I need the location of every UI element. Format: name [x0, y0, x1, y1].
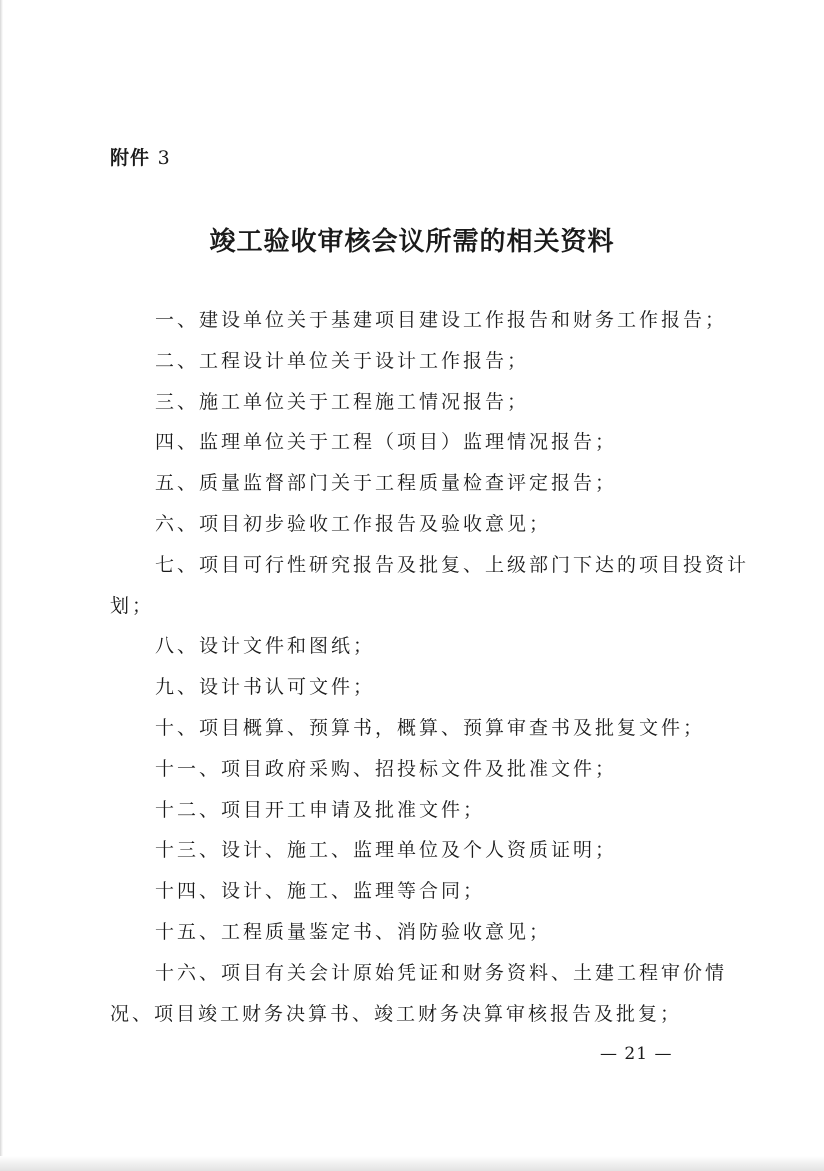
list-item-text: 二、工程设计单位关于设计工作报告；	[155, 349, 530, 372]
list-item-text: 十六、项目有关会计原始凭证和财务资料、土建工程审价情	[155, 961, 728, 984]
list-item-text: 十四、设计、施工、监理等合同；	[155, 880, 486, 903]
list-item-text: 一、建设单位关于基建项目建设工作报告和财务工作报告；	[155, 309, 728, 331]
list-item-text: 十三、设计、施工、监理单位及个人资质证明；	[155, 839, 618, 862]
list-item	[110, 463, 722, 504]
list-item-continuation: 划；	[110, 594, 155, 617]
attachment-label-text: 附件	[110, 147, 151, 169]
list-item	[110, 545, 750, 627]
list-item-text: 十、项目概算、预算书，概算、预算审查书及批复文件；	[155, 716, 706, 739]
list-item	[110, 626, 722, 667]
list-item-text: 八、设计文件和图纸；	[155, 635, 376, 658]
requirements-list	[110, 300, 750, 1034]
list-item-text: 六、项目初步验收工作报告及验收意见；	[155, 512, 552, 535]
list-item-text: 三、施工单位关于工程施工情况报告；	[155, 390, 530, 413]
list-item	[110, 341, 722, 382]
list-item-text: 十二、项目开工申请及批准文件；	[155, 798, 486, 821]
list-item-text: 十一、项目政府采购、招投标文件及批准文件；	[155, 757, 618, 780]
page-number: — 21 —	[600, 1044, 673, 1064]
list-item	[110, 871, 722, 912]
list-item	[110, 749, 722, 790]
page-edge-shadow	[0, 0, 3, 1171]
list-item-text: 九、设计书认可文件；	[155, 676, 376, 699]
page-bottom-shadow	[0, 1156, 824, 1171]
list-item	[110, 953, 728, 1035]
attachment-label	[110, 144, 171, 172]
list-item	[110, 790, 722, 831]
attachment-number: 3	[157, 147, 171, 169]
list-item	[110, 422, 722, 463]
list-item	[110, 504, 722, 545]
list-item	[110, 382, 722, 423]
list-item-text: 四、监理单位关于工程（项目）监理情况报告；	[155, 431, 618, 454]
list-item-text: 七、项目可行性研究报告及批复、上级部门下达的项目投资计	[155, 553, 750, 576]
document-title: 竣工验收审核会议所需的相关资料	[209, 227, 615, 257]
list-item	[110, 708, 722, 749]
list-item-text: 十五、工程质量鉴定书、消防验收意见；	[155, 920, 552, 943]
list-item-continuation: 况、项目竣工财务决算书、竣工财务决算审核报告及批复；	[110, 1002, 683, 1025]
list-item-text: 五、质量监督部门关于工程质量检查评定报告；	[155, 472, 618, 495]
list-item	[110, 912, 722, 953]
list-item	[110, 667, 722, 708]
list-item	[110, 300, 728, 341]
list-item	[110, 830, 722, 871]
